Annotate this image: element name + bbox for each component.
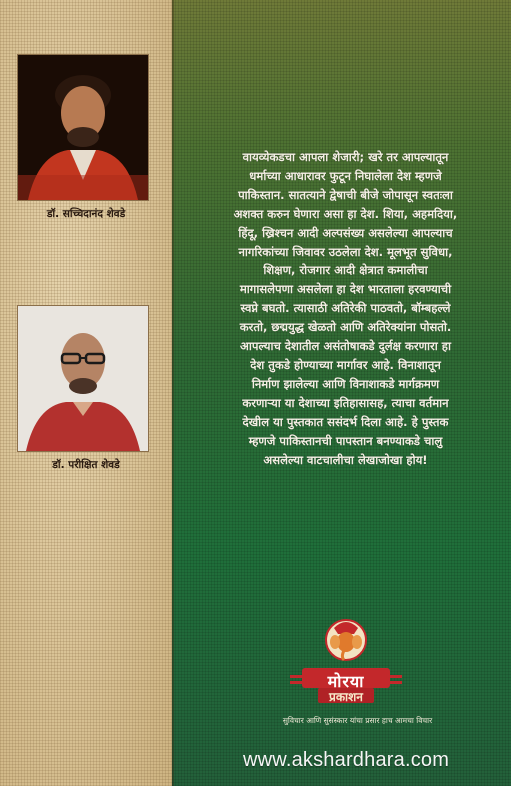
blurb-line: पाकिस्तान. सातत्याने द्वेषाची बीजे जोपासून स्वतःला	[238, 187, 453, 202]
book-blurb	[188, 148, 503, 469]
blurb-line: करतो, छद्मयुद्ध खेळतो आणि अतिरेक्यांना पोसतो.	[239, 320, 452, 335]
author-photo-1	[17, 54, 149, 201]
website-url: www.akshardhara.com	[243, 749, 450, 771]
blurb-line: आपल्याच देशातील असंतोषाकडे दुर्लक्ष करणारा हा	[240, 339, 451, 354]
blurb-line: वायव्येकडचा आपला शेजारी; खरे तर आपल्यातून	[242, 150, 449, 164]
blurb-line: म्हणजे पाकिस्तानची पापस्तान बनण्याकडे चालु	[248, 433, 443, 448]
blurb-line: मागासलेपणा असलेला हा देश भारताला हरवण्याची	[239, 282, 452, 297]
blurb-line: शिक्षण, रोजगार आदी क्षेत्रात कमालीचा	[263, 263, 428, 278]
author-portrait-1-icon	[18, 55, 148, 200]
blurb-line: हिंदू, ख्रिश्चन आदी अल्पसंख्य असलेल्या आपल्याच	[238, 225, 453, 240]
blurb-line: नागरिकांच्या जिवावर उठलेला देश. मूलभूत सुविधा,	[238, 244, 453, 259]
blurb-line: करणाऱ्या या देशाच्या इतिहासासह, त्याचा वर्तमान	[242, 395, 449, 410]
author-photo-2	[17, 305, 149, 452]
panel-divider	[172, 0, 174, 786]
publisher-logo	[288, 614, 404, 714]
publisher-name: मोरया	[327, 672, 365, 691]
blurb-line: देश तुकडे होण्याच्या मार्गावर आहे. विनाशातून	[250, 357, 441, 372]
author-name-1: डॉ. सच्चिदानंद शेवडे	[46, 208, 126, 220]
blurb-line: स्वप्ने बघतो. त्यासाठी अतिरेकी पाठवतो, बॉम्बहल्ले	[240, 301, 451, 316]
blurb-line: असलेल्या वाटचालीचा लेखाजोखा होय!	[263, 452, 428, 467]
blurb-line: अशक्त करुन घेणारा असा हा देश. शिया, अहमदिया,	[233, 206, 458, 221]
publisher-subtitle: प्रकाशन	[329, 690, 363, 704]
publisher-tagline: सुविचार आणि सुसंस्कार यांचा प्रसार हाच आमचा विचार	[282, 716, 433, 725]
author-portrait-2-icon	[18, 306, 148, 451]
blurb-line: देखील या पुस्तकात ससंदर्भ दिला आहे. हे पुस्तक	[242, 414, 449, 429]
blurb-line: निर्माण झालेल्या आणि विनाशाकडे मार्गक्रमण	[251, 376, 440, 391]
blurb-line: धर्माच्या आधारावर फुटून निघालेला देश म्हणजे	[249, 168, 442, 183]
author-name-2: डॉ. परीक्षित शेवडे	[52, 459, 120, 471]
